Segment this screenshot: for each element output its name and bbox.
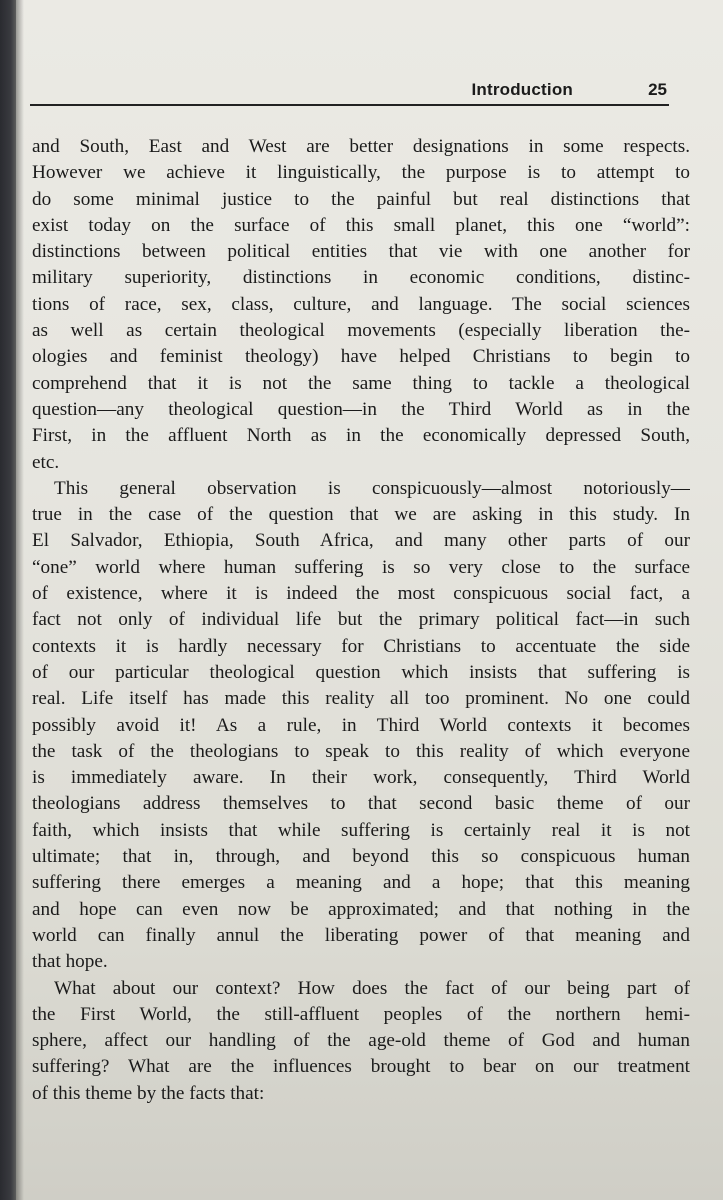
text-line: suffering? What are the influences brought to bear on our treatment [32,1056,690,1078]
text-line: sphere, affect our handling of the age-old theme of God and human [32,1030,690,1052]
gutter-shadow [16,0,24,1200]
text-line: that hope. [32,951,108,973]
text-line: and hope can even now be approximated; and that nothing in the [32,898,690,920]
text-line: tions of race, sex, class, culture, and language. The social sciences [32,293,690,315]
text-line: fact not only of individual life but the primary political fact—in such [32,609,690,631]
text-line: suffering there emerges a meaning and a hope; that this meaning [32,872,690,894]
text-line: However we achieve it linguistically, the purpose is to attempt to [32,162,690,184]
text-line: true in the case of the question that we are asking in this study. In [32,504,690,526]
text-line: do some minimal justice to the painful but real distinctions that [32,188,690,210]
text-line: exist today on the surface of this small planet, this one “world”: [32,214,690,236]
text-line: and South, East and West are better designations in some respects. [32,136,690,157]
text-line: as well as certain theological movements (especially liberation the- [32,320,690,342]
text-line: First, in the affluent North as in the economically depressed South, [32,425,690,447]
text-line: world can finally annul the liberating power of that meaning and [32,924,690,946]
text-line: the First World, the still-affluent peoples of the northern hemi- [32,1003,690,1025]
text-line: ologies and feminist theology) have helped Christians to begin to [32,346,690,368]
text-line: What about our context? How does the fact of our being part of [54,977,690,999]
text-line: faith, which insists that while suffering is certainly real it is not [32,819,690,841]
text-line: of existence, where it is indeed the most conspicuous social fact, a [32,583,690,605]
running-head: Introduction [471,80,573,99]
text-line: comprehend that it is not the same thing to tackle a theological [32,372,690,394]
text-line: El Salvador, Ethiopia, South Africa, and many other parts of our [32,530,690,552]
book-page [16,0,723,1200]
text-line: the task of the theologians to speak to this reality of which everyone [32,740,690,762]
text-line: etc. [32,451,60,473]
text-line: contexts it is hardly necessary for Christians to accentuate the side [32,635,690,657]
text-line: real. Life itself has made this reality all too prominent. No one could [32,688,690,710]
text-line: of our particular theological question which insists that suffering is [32,661,690,683]
text-line: This general observation is conspicuously—almost notoriously— [54,477,690,499]
text-line: possibly avoid it! As a rule, in Third World contexts it becomes [32,714,690,736]
text-line: ultimate; that in, through, and beyond this so conspicuous human [32,846,690,868]
text-line: “one” world where human suffering is so very close to the surface [32,556,690,578]
text-line: distinctions between political entities that vie with one another for [32,241,690,263]
body-text [32,134,690,1107]
text-line: military superiority, distinctions in economic conditions, distinc- [32,267,690,289]
page-number: 25 [648,80,667,99]
page-header [30,78,669,106]
text-line: is immediately aware. In their work, consequently, Third World [32,767,690,789]
text-line: of this theme by the facts that: [32,1082,265,1104]
text-line: question—any theological question—in the Third World as in the [32,398,690,420]
text-line: theologians address themselves to that second basic theme of our [32,793,690,815]
